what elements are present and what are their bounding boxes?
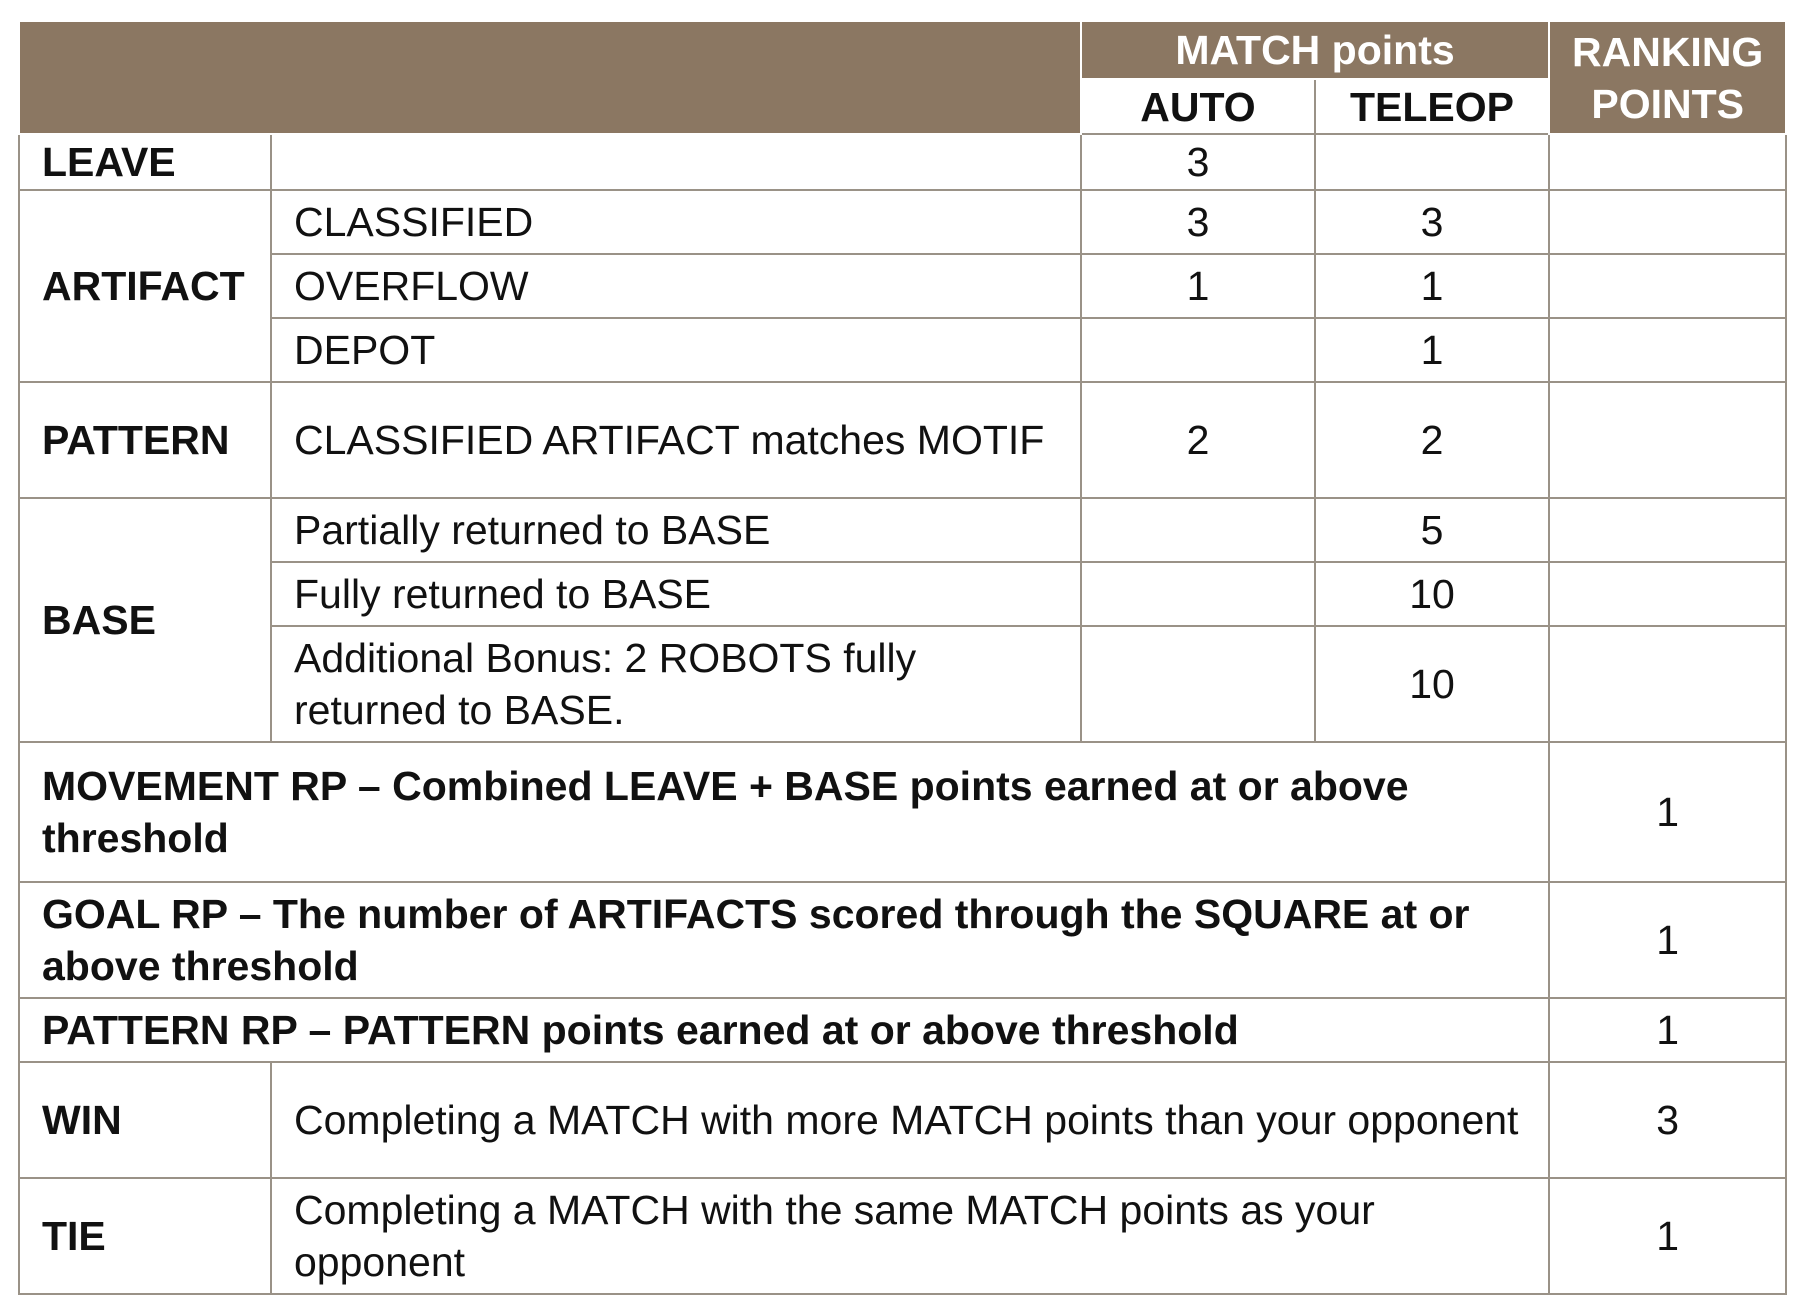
base-full-teleop: 10 [1315, 562, 1549, 626]
classified-teleop: 3 [1315, 190, 1549, 254]
tie-label: Completing a MATCH with the same MATCH points as your opponent [271, 1178, 1549, 1294]
depot-label: DEPOT [271, 318, 1081, 382]
base-full-label: Fully returned to BASE [271, 562, 1081, 626]
table-row-win [19, 1062, 1786, 1178]
category-artifact: ARTIFACT [19, 190, 271, 382]
overflow-auto: 1 [1081, 254, 1315, 318]
base-bonus-label: Additional Bonus: 2 ROBOTS fully returned to BASE. [271, 626, 1081, 742]
classified-label: CLASSIFIED [271, 190, 1081, 254]
header-teleop: TELEOP [1315, 79, 1549, 134]
category-tie: TIE [19, 1178, 271, 1294]
pattern-label: CLASSIFIED ARTIFACT matches MOTIF [271, 382, 1081, 498]
base-full-auto [1081, 562, 1315, 626]
overflow-teleop: 1 [1315, 254, 1549, 318]
leave-description [271, 134, 1081, 190]
table-row-classified [19, 190, 1786, 254]
table-row-overflow [19, 254, 1786, 318]
base-partial-teleop: 5 [1315, 498, 1549, 562]
category-leave: LEAVE [19, 134, 271, 190]
header-ranking-points: RANKING POINTS [1549, 21, 1786, 134]
movement-rp-label: MOVEMENT RP – Combined LEAVE + BASE points earned at or above threshold [19, 742, 1549, 882]
category-win: WIN [19, 1062, 271, 1178]
category-base: BASE [19, 498, 271, 742]
table-row-goal-rp [19, 882, 1786, 998]
leave-rp [1549, 134, 1786, 190]
leave-auto: 3 [1081, 134, 1315, 190]
depot-teleop: 1 [1315, 318, 1549, 382]
table-row-leave [19, 134, 1786, 190]
movement-rp-value: 1 [1549, 742, 1786, 882]
header-match-points: MATCH points [1081, 21, 1549, 79]
pattern-rp [1549, 382, 1786, 498]
header-auto: AUTO [1081, 79, 1315, 134]
overflow-label: OVERFLOW [271, 254, 1081, 318]
base-bonus-teleop: 10 [1315, 626, 1549, 742]
classified-rp [1549, 190, 1786, 254]
tie-rp: 1 [1549, 1178, 1786, 1294]
table-row-pattern [19, 382, 1786, 498]
overflow-rp [1549, 254, 1786, 318]
scoring-table [18, 20, 1787, 1295]
table-row-tie [19, 1178, 1786, 1294]
table-row-movement-rp [19, 742, 1786, 882]
leave-teleop [1315, 134, 1549, 190]
table-row-base-bonus [19, 626, 1786, 742]
table-row-base-full [19, 562, 1786, 626]
pattern-teleop: 2 [1315, 382, 1549, 498]
table-row-base-partial [19, 498, 1786, 562]
base-partial-label: Partially returned to BASE [271, 498, 1081, 562]
classified-auto: 3 [1081, 190, 1315, 254]
pattern-rp-value: 1 [1549, 998, 1786, 1062]
table-row-depot [19, 318, 1786, 382]
base-partial-rp [1549, 498, 1786, 562]
base-full-rp [1549, 562, 1786, 626]
header-blank [19, 21, 1081, 134]
pattern-auto: 2 [1081, 382, 1315, 498]
depot-auto [1081, 318, 1315, 382]
base-bonus-rp [1549, 626, 1786, 742]
base-partial-auto [1081, 498, 1315, 562]
win-rp: 3 [1549, 1062, 1786, 1178]
base-bonus-auto [1081, 626, 1315, 742]
goal-rp-value: 1 [1549, 882, 1786, 998]
win-label: Completing a MATCH with more MATCH points than your opponent [271, 1062, 1549, 1178]
table-row-pattern-rp [19, 998, 1786, 1062]
goal-rp-label: GOAL RP – The number of ARTIFACTS scored through the SQUARE at or above threshold [19, 882, 1549, 998]
depot-rp [1549, 318, 1786, 382]
pattern-rp-label: PATTERN RP – PATTERN points earned at or above threshold [19, 998, 1549, 1062]
category-pattern: PATTERN [19, 382, 271, 498]
